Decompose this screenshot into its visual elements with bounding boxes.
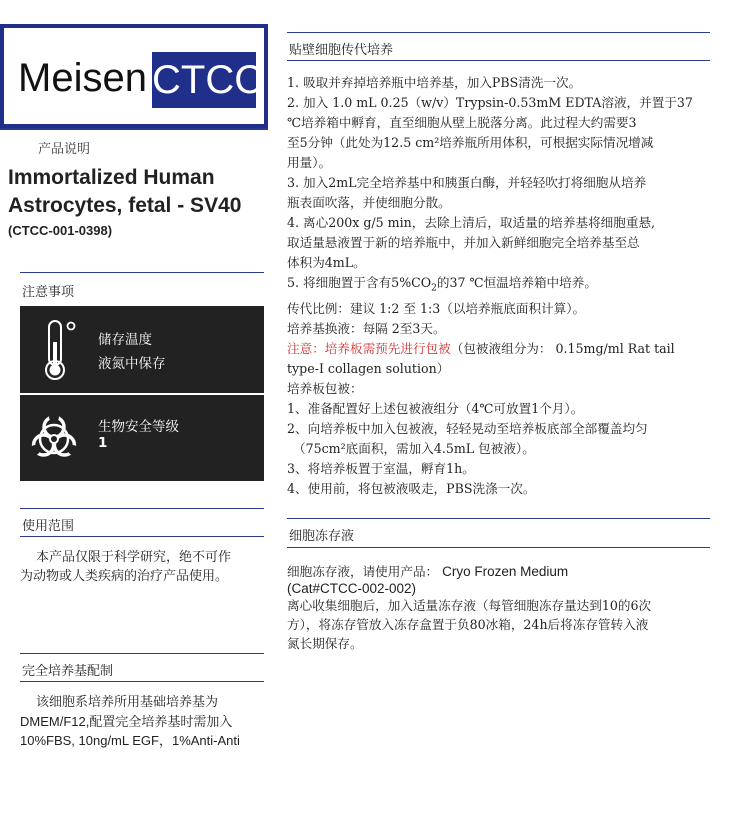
medium-heading: 完全培养基配制	[22, 664, 114, 679]
divider	[20, 681, 264, 682]
catalog-number: (CTCC-001-0398)	[8, 223, 113, 238]
step-5	[287, 273, 715, 299]
logo-brand: Meisen	[18, 56, 147, 100]
freeze-line-5: 氮长期保存。	[287, 636, 363, 651]
freeze-line-4: 方），将冻存管放入冻存盒置于负80冰箱，24h后将冻存管转入液	[287, 617, 649, 632]
passage-heading: 贴壁细胞传代培养	[289, 43, 394, 58]
step-2-line-3: 至5分钟（此处为12.5 cm²培养瓶所用体积，可根据实际情况增减	[287, 135, 654, 150]
divider	[20, 272, 264, 273]
thermometer-icon	[40, 318, 80, 382]
divider	[287, 32, 710, 33]
passage-ratio: 传代比例：建议 1:2 至 1:3（以培养瓶底面积计算）。	[287, 300, 586, 316]
divider	[287, 547, 710, 548]
step-5-a: 5. 将细胞置于含有5%CO	[287, 275, 432, 290]
coating-heading: 培养板包被：	[287, 380, 363, 396]
divider	[20, 536, 264, 537]
step-3-line-1: 3. 加入2mL完全培养基中和胰蛋白酶，并轻轻吹打将细胞从培养	[287, 175, 647, 190]
medium-line-2: DMEM/F12,配置完全培养基时需加入	[20, 714, 233, 729]
coating-step-3: 3、将培养板置于室温，孵育1h。	[287, 460, 475, 476]
freeze-heading: 细胞冻存液	[289, 529, 355, 544]
divider	[0, 128, 268, 130]
freeze-line-1	[287, 562, 715, 581]
biohazard-icon	[24, 409, 84, 467]
coating-step-2-line-1: 2、向培养板中加入包被液，轻轻晃动至培养板底部全部覆盖均匀	[287, 420, 648, 436]
step-2-line-2: ℃培养箱中孵育，直至细胞从壁上脱落分离。此过程大约需要3	[287, 115, 637, 130]
biosafety-panel	[20, 395, 264, 481]
divider	[287, 60, 710, 61]
storage-label: 储存温度	[98, 332, 152, 348]
coating-step-1: 1、准备配置好上述包被液组分（4℃可放置1个月）。	[287, 400, 584, 416]
biosafety-value: 1	[98, 435, 108, 451]
title-line-2: Astrocytes, fetal - SV40	[8, 194, 242, 217]
step-2-line-4: 用量）。	[287, 155, 332, 170]
freeze-catalog: (Cat#CTCC-002-002)	[287, 581, 417, 596]
logo	[0, 24, 268, 128]
divider	[20, 508, 264, 509]
notes-heading: 注意事项	[22, 285, 75, 300]
product-desc-label: 产品说明	[38, 142, 91, 157]
storage-value: 液氮中保存	[98, 356, 166, 372]
passage-steps	[287, 73, 715, 499]
product-title	[8, 164, 241, 220]
step-4-line-1: 4. 离心200x g/5 min，去除上清后，取适量的培养基将细胞重悬,	[287, 215, 656, 230]
scope-text	[20, 548, 270, 586]
title-line-1: Immortalized Human	[8, 166, 215, 189]
coating-note-line-2: type-I collagen solution）	[287, 360, 450, 376]
step-2-line-1: 2. 加入 1.0 mL 0.25（w/v）Trypsin-0.53mM EDTA溶液，并置于37	[287, 95, 693, 110]
scope-line-2: 为动物或人类疾病的治疗产品使用。	[20, 569, 229, 584]
freeze-product: Cryo Frozen Medium	[442, 564, 569, 579]
scope-line-1: 本产品仅限于科学研究，绝不可作	[36, 550, 232, 565]
step-3-line-2: 瓶表面吹落，并使细胞分散。	[287, 195, 451, 210]
step-4-line-3: 体积为4mL。	[287, 255, 366, 270]
scope-heading: 使用范围	[22, 519, 75, 534]
medium-change: 培养基换液：每隔 2至3天。	[287, 320, 446, 336]
step-5-sub: 2	[431, 283, 437, 294]
medium-text	[20, 693, 270, 750]
coating-note-red: 注意：培养板需预先进行包被	[287, 340, 451, 356]
step-5-b: 的37 ℃恒温培养箱中培养。	[436, 275, 597, 290]
step-1: 1. 吸取并弃掉培养瓶中培养基，加入PBS清洗一次。	[287, 75, 582, 90]
logo-badge: CTCC	[152, 52, 256, 108]
freeze-text	[287, 562, 715, 653]
coating-note-rest: （包被液组分为： 0.15mg/ml Rat tail	[450, 340, 675, 356]
divider	[287, 518, 710, 519]
freeze-line-1-a: 细胞冻存液，请使用产品：	[287, 564, 439, 579]
freeze-line-3: 离心收集细胞后，加入适量冻存液（每管细胞冻存量达到10的6次	[287, 598, 652, 613]
storage-panel	[20, 306, 264, 393]
coating-step-2-line-2: （75cm²底面积，需加入4.5mL 包被液）。	[293, 440, 535, 456]
biosafety-label: 生物安全等级	[98, 419, 179, 435]
medium-line-3: 10%FBS, 10ng/mL EGF，1%Anti-Anti	[20, 733, 240, 748]
divider	[20, 653, 264, 654]
medium-line-1: 该细胞系培养所用基础培养基为	[36, 695, 219, 710]
coating-step-4: 4、使用前，将包被液吸走，PBS洗涤一次。	[287, 480, 536, 496]
step-4-line-2: 取适量悬液置于新的培养瓶中，并加入新鲜细胞完全培养基至总	[287, 235, 640, 250]
coating-note	[287, 339, 715, 359]
